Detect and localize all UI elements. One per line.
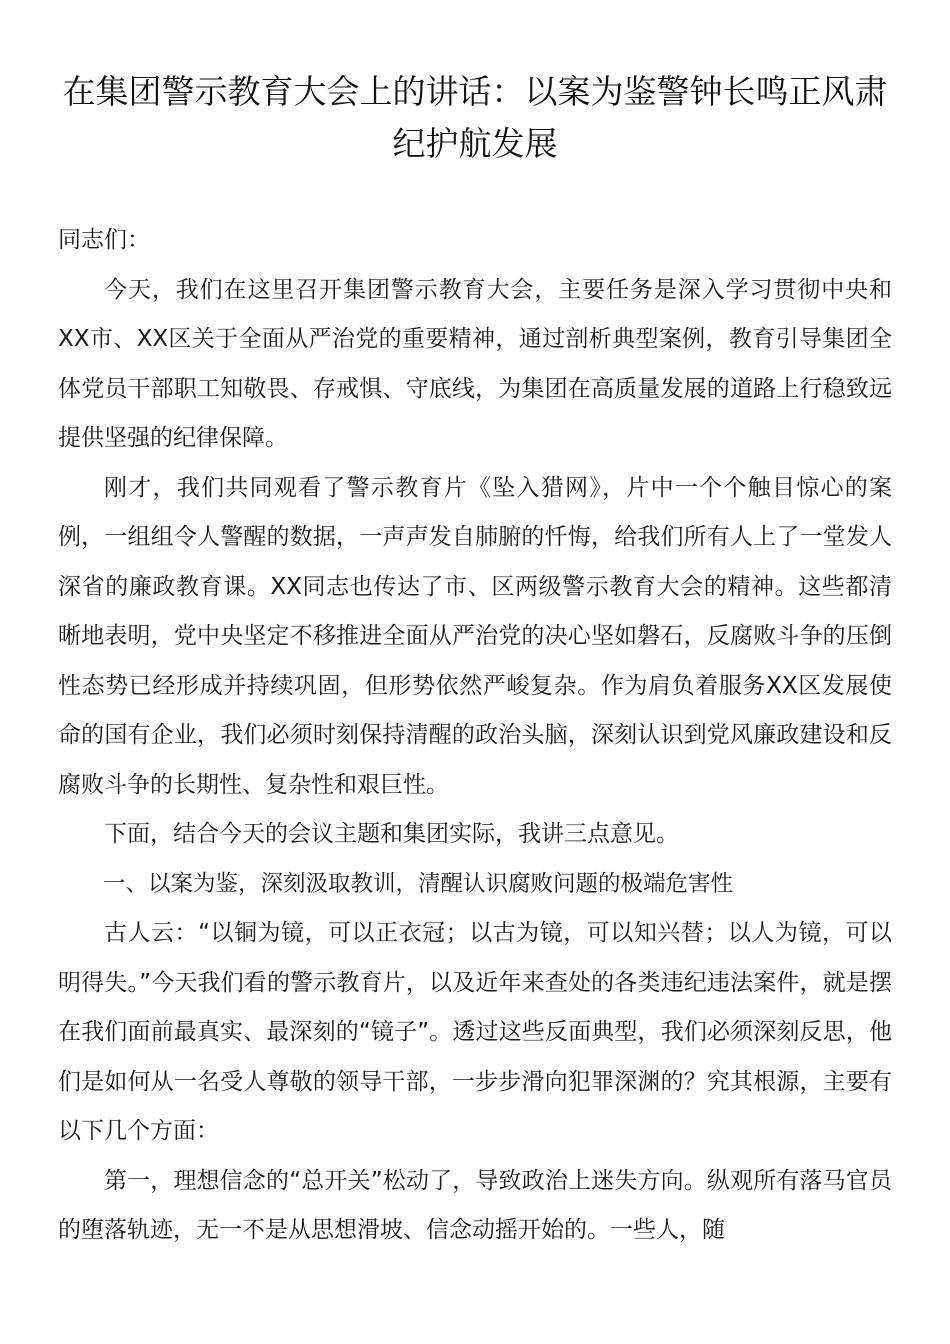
- section-heading: 一、以案为鉴，深刻汲取教训，清醒认识腐败问题的极端危害性: [103, 870, 734, 897]
- paragraph-first-cause: 第一，理想信念的“总开关”松动了，导致政治上迷失方向。纵观所有落马官员的堕落轨迹，无一不是从思想滑坡、信念动摇开始的。一些人，随: [58, 1167, 892, 1243]
- paragraph-intro: 今天，我们在这里召开集团警示教育大会，主要任务是深入学习贯彻中央和XX市、XX区关于全面从严治党的重要精神，通过剖析典型案例，教育引导集团全体党员干部职工知敬畏、存戒惧、守底线，为集团在高质量发展的道路上行稳致远提供坚强的纪律保障。: [58, 276, 892, 451]
- document-body: [58, 216, 892, 1256]
- document-title: 在集团警示教育大会上的讲话：以案为鉴警钟长鸣正风肃纪护航发展: [62, 72, 888, 163]
- salutation: 同志们：: [58, 227, 150, 253]
- paragraph-mirror-quote: 古人云：“以铜为镜，可以正衣冠；以古为镜，可以知兴替；以人为镜，可以明得失。”今天我们看的警示教育片，以及近年来查处的各类违纪违法案件，就是摆在我们面前最真实、最深刻的“镜子”。透过这些反面典型，我们必须深刻反思，他们是如何从一名受人尊敬的领导干部，一步步滑向犯罪深渊的？究其根源，主要有以下几个方面：: [58, 920, 892, 1144]
- paragraph-three-points: 下面，结合今天的会议主题和集团实际，我讲三点意见。: [104, 821, 679, 847]
- paragraph-video-review: 刚才，我们共同观看了警示教育片《坠入猎网》，片中一个个触目惊心的案例，一组组令人警醒的数据，一声声发自肺腑的忏悔，给我们所有人上了一堂发人深省的廉政教育课。XX同志也传达了市、区两级警示教育大会的精神。这些都清晰地表明，党中央坚定不移推进全面从严治党的决心坚如磐石，反腐败斗争的压倒性态势已经形成并持续巩固，但形势依然严峻复杂。作为肩负着服务XX区发展使命的国有企业，我们必须时刻保持清醒的政治头脑，深刻认识到党风廉政建设和反腐败斗争的长期性、复杂性和艰巨性。: [58, 474, 892, 798]
